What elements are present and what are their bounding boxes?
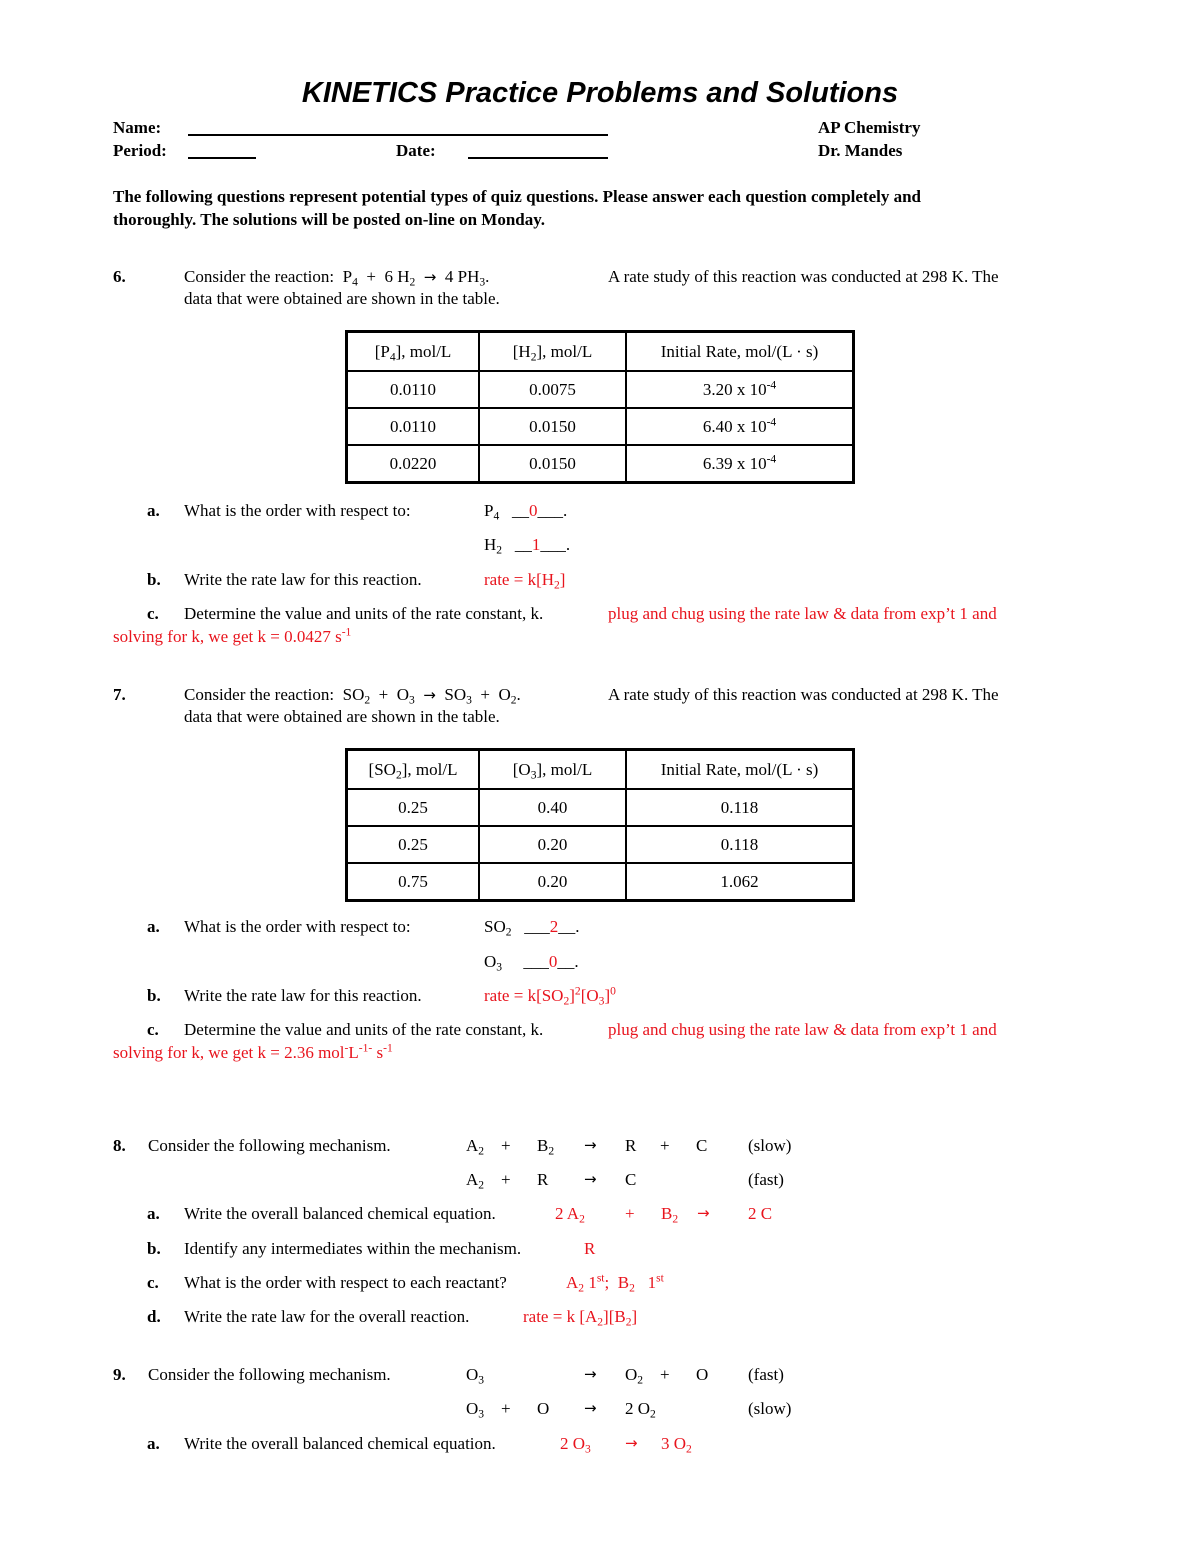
- table-header-cell: $[H_2]$, mol/L: [479, 332, 626, 372]
- table-row: [347, 408, 854, 445]
- arrow-icon: →: [423, 268, 437, 286]
- table-cell: 0.20: [479, 826, 626, 863]
- q7-rate-table: [345, 748, 855, 902]
- q6a-label: a.: [147, 501, 160, 520]
- name-label: Name:: [113, 118, 162, 137]
- table-row: [347, 789, 854, 826]
- arrow-icon: →: [423, 686, 436, 704]
- q7b-label: b.: [147, 986, 161, 1005]
- arrow-icon: →: [625, 1434, 638, 1452]
- table-cell: 0.20: [479, 863, 626, 901]
- q6-line-2: data that were obtained are shown in the table.: [184, 289, 500, 308]
- q6-intro-prefix: Consider the reaction:: [184, 267, 335, 286]
- species: O: [537, 1399, 550, 1418]
- q6-order-h2: 1: [531, 535, 541, 554]
- q8-intro: Consider the following mechanism.: [148, 1136, 391, 1155]
- q7a-label: a.: [147, 917, 160, 936]
- table-cell: 0.40: [479, 789, 626, 826]
- q7a-o3: $O_3$ ___0__.: [484, 952, 579, 974]
- plus-sign: +: [660, 1136, 670, 1155]
- arrow-icon: →: [584, 1170, 597, 1188]
- table-header-cell: $[O_3]$, mol/L: [479, 750, 626, 790]
- species: $B_2$: [661, 1204, 679, 1226]
- intro-line-1: The following questions represent potential types of quiz questions. Please answer each question completely and: [113, 187, 922, 206]
- q9-intro: Consider the following mechanism.: [148, 1365, 391, 1384]
- table-cell: 6.39 x $10^{-4}$: [626, 445, 854, 483]
- species: $O_3$: [466, 1365, 485, 1387]
- q7-study-text: A rate study of this reaction was conducted at 298 K. The: [608, 685, 999, 704]
- table-cell: 0.0150: [479, 445, 626, 483]
- name-field[interactable]: [188, 134, 608, 136]
- table-header-cell: $[SO_2]$, mol/L: [347, 750, 480, 790]
- q9a-label: a.: [147, 1434, 160, 1453]
- q7a-text: What is the order with respect to:: [184, 917, 411, 936]
- q7-number: 7.: [113, 685, 126, 704]
- q6b-answer: rate = $k[H_2]$: [484, 570, 566, 592]
- table-cell: 0.0110: [347, 371, 480, 408]
- table-cell: 0.0220: [347, 445, 480, 483]
- q7c-text: Determine the value and units of the rate constant, k.: [184, 1020, 544, 1039]
- species: 2 $O_3$: [560, 1434, 591, 1456]
- q8d-text: Write the rate law for the overall reaction.: [184, 1307, 470, 1326]
- species: O: [696, 1365, 709, 1384]
- q7b-text: Write the rate law for this reaction.: [184, 986, 422, 1005]
- q6b-text: Write the rate law for this reaction.: [184, 570, 422, 589]
- step-speed: (fast): [748, 1170, 784, 1189]
- q6-study-text: A rate study of this reaction was conducted at 298 K. The: [608, 267, 999, 286]
- q7c-answer-1: plug and chug using the rate law & data from exp’t 1 and: [608, 1020, 997, 1039]
- species: 2 C: [748, 1204, 773, 1223]
- species: $A_2$: [466, 1170, 485, 1192]
- table-header-cell: Initial Rate, mol/(L · s): [626, 750, 854, 790]
- q8b-text: Identify any intermediates within the mechanism.: [184, 1239, 522, 1258]
- species: $O_3$: [466, 1399, 485, 1421]
- q6c-answer-2: solving for k, we get k = 0.0427 $s^{-1}$: [113, 625, 352, 646]
- q8c-answer: $A_2$ 1st; $B_2$ 1st: [566, 1271, 664, 1295]
- q6-rate-table: [345, 330, 855, 484]
- table-cell: 1.062: [626, 863, 854, 901]
- period-field[interactable]: [188, 157, 256, 159]
- q6a-h2: $H_2$ __1___.: [484, 535, 571, 557]
- arrow-icon: →: [584, 1399, 597, 1417]
- table-cell: 0.0110: [347, 408, 480, 445]
- table-cell: 0.0150: [479, 408, 626, 445]
- species: 2 $A_2$: [555, 1204, 585, 1226]
- q7-order-so2: 2: [549, 917, 559, 936]
- q8c-text: What is the order with respect to each reactant?: [184, 1273, 507, 1292]
- species: C: [696, 1136, 708, 1155]
- q6-reaction: Consider the reaction: $P_4 + 6$ $H_2 \to 4$ $PH_3$.: [184, 267, 490, 289]
- q6-order-p4: 0: [529, 501, 538, 520]
- table-cell: 0.75: [347, 863, 480, 901]
- q7-order-o3: 0: [548, 952, 558, 971]
- species: 2 $O_2$: [625, 1399, 656, 1421]
- table-cell: 0.0075: [479, 371, 626, 408]
- table-header-row: [347, 750, 854, 790]
- arrow-icon: →: [697, 1204, 710, 1222]
- q6c-text: Determine the value and units of the rate constant, k.: [184, 604, 544, 623]
- plus-sign: +: [660, 1365, 670, 1384]
- q8b-answer: R: [584, 1239, 596, 1258]
- step-speed: (fast): [748, 1365, 784, 1384]
- q7c-label: c.: [147, 1020, 159, 1039]
- q7-intro-prefix: Consider the reaction:: [184, 685, 335, 704]
- period-label: Period:: [113, 141, 167, 160]
- q8-number: 8.: [113, 1136, 126, 1155]
- q7c-answer-2: solving for k, we get k = 2.36 $mol^-L^{-1-}$ $s^{-1}$: [113, 1041, 393, 1062]
- q6a-p4: $P_4$ __0___.: [484, 501, 568, 523]
- q6c-answer-1: plug and chug using the rate law & data from exp’t 1 and: [608, 604, 997, 623]
- table-row: [347, 863, 854, 901]
- page-title: KINETICS Practice Problems and Solutions: [301, 77, 899, 109]
- q9a-text: Write the overall balanced chemical equation.: [184, 1434, 496, 1453]
- q6-number: 6.: [113, 267, 126, 286]
- step-speed: (slow): [748, 1136, 792, 1155]
- table-cell: 6.40 x $10^{-4}$: [626, 408, 854, 445]
- species: C: [625, 1170, 637, 1189]
- q7b-answer: rate = $k[SO_2]^2[O_3]^0$: [484, 984, 616, 1008]
- table-row: [347, 826, 854, 863]
- q7-line-2: data that were obtained are shown in the table.: [184, 707, 500, 726]
- step-speed: (slow): [748, 1399, 792, 1418]
- arrow-icon: →: [584, 1136, 597, 1154]
- date-label: Date:: [396, 141, 436, 160]
- arrow-icon: →: [584, 1365, 597, 1383]
- table-row: [347, 445, 854, 483]
- table-cell: 0.118: [626, 789, 854, 826]
- q7-reaction: Consider the reaction: $SO_2 + O_3 \to SO_3 + O_2$.: [184, 685, 521, 707]
- q8a-text: Write the overall balanced chemical equation.: [184, 1204, 496, 1223]
- table-header-cell: Initial Rate, mol/(L · s): [626, 332, 854, 372]
- date-field[interactable]: [468, 157, 608, 159]
- plus-sign: +: [501, 1399, 511, 1418]
- table-cell: 0.118: [626, 826, 854, 863]
- species: $B_2$: [537, 1136, 555, 1158]
- species: 3 $O_2$: [661, 1434, 692, 1456]
- plus-sign: +: [501, 1170, 511, 1189]
- q6c-label: c.: [147, 604, 159, 623]
- q6b-label: b.: [147, 570, 161, 589]
- q8c-label: c.: [147, 1273, 159, 1292]
- q8a-label: a.: [147, 1204, 160, 1223]
- q8b-label: b.: [147, 1239, 161, 1258]
- q8d-answer: rate = k $[A_2][B_2]$: [523, 1307, 638, 1329]
- table-row: [347, 371, 854, 408]
- plus-sign: +: [501, 1136, 511, 1155]
- q6a-text: What is the order with respect to:: [184, 501, 411, 520]
- q9-number: 9.: [113, 1365, 126, 1384]
- q7a-so2: $SO_2$ ___2__.: [484, 917, 580, 939]
- species: R: [537, 1170, 549, 1189]
- species: R: [625, 1136, 637, 1155]
- q8d-label: d.: [147, 1307, 161, 1326]
- table-header-row: [347, 332, 854, 372]
- course-label: AP Chemistry: [818, 118, 921, 137]
- table-cell: 0.25: [347, 789, 480, 826]
- table-header-cell: $[P_4]$, mol/L: [347, 332, 480, 372]
- species: $O_2$: [625, 1365, 644, 1387]
- table-cell: 0.25: [347, 826, 480, 863]
- plus-sign: +: [625, 1204, 635, 1223]
- table-cell: 3.20 x $10^{-4}$: [626, 371, 854, 408]
- intro-line-2: thoroughly. The solutions will be posted on-line on Monday.: [113, 210, 546, 229]
- species: $A_2$: [466, 1136, 485, 1158]
- teacher-label: Dr. Mandes: [818, 141, 903, 160]
